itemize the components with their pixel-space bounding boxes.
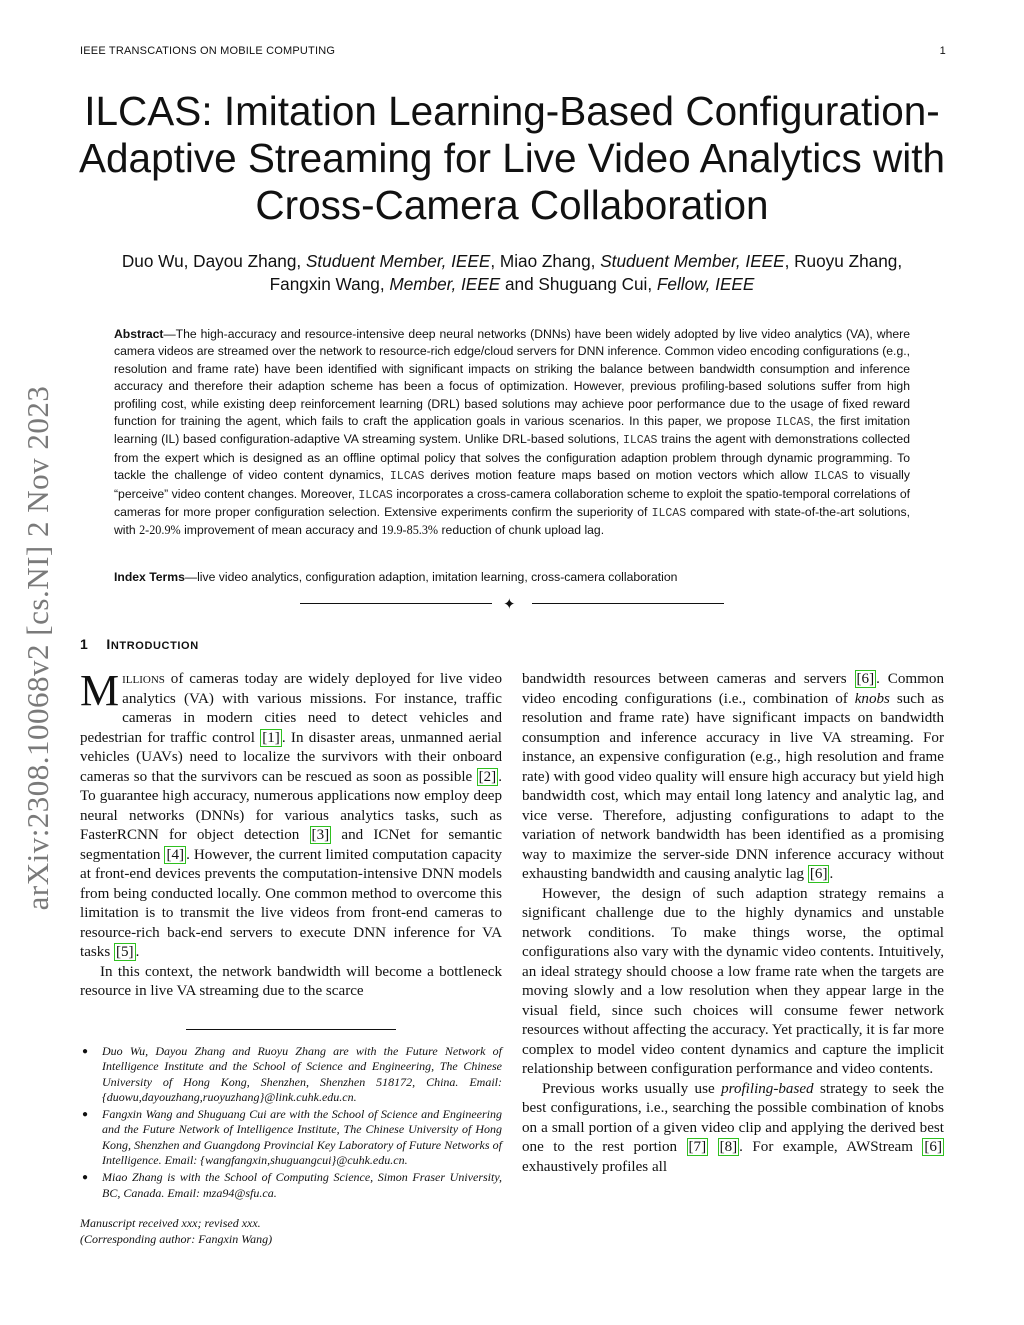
abstract-text: compared with state-of-the-art solutions, with <box>114 505 911 538</box>
corresponding-author: (Corresponding author: Fangxin Wang) <box>80 1231 273 1246</box>
author-line-2 <box>70 273 954 296</box>
author-names: , Ruoyu Zhang, <box>784 251 903 271</box>
manuscript-note <box>80 1216 502 1247</box>
lag-range: 19.9-85.3% <box>381 523 439 538</box>
citation-link[interactable]: [7] <box>688 1139 707 1155</box>
footnote-rule <box>186 1029 396 1030</box>
body-text: . <box>829 866 834 882</box>
abstract-text: derives motion feature maps based on motion vectors which allow <box>424 468 814 483</box>
author-names: and Shuguang Cui, <box>500 274 657 294</box>
body-text: of cameras today are widely deployed for live video analytics (VA) with various missions. For instance, traffic cameras in modern cities need to detect vehicles and pedestrian for traffic control <box>80 671 502 746</box>
running-header <box>80 45 946 57</box>
body-text: strategy to seek the best configurations, i.e., searching the possible combination of knobs on a small portion of a given video clip and applying the derived best one to the rest portion <box>522 1080 944 1155</box>
author-line-1 <box>70 250 954 273</box>
section-title-initial: I <box>106 636 111 652</box>
author-names: , Miao Zhang, <box>490 251 601 271</box>
body-text: . To guarantee high accuracy, numerous applications now employ deep neural networks (DNNs) for various analytics tasks, such as FasterRCNN for object detection <box>80 768 502 843</box>
intro-paragraph-1 <box>80 666 502 963</box>
abstract-text: improvement of mean accuracy and <box>180 523 382 538</box>
footnote-text: Miao Zhang is with the School of Computing Science, Simon Fraser University, BC, Canada. Email: mza94@sfu.ca. <box>102 1170 502 1200</box>
author-role: Fellow, IEEE <box>656 274 755 294</box>
divider-line-right <box>532 603 724 604</box>
abstract-text: reduction of chunk upload lag. <box>438 523 605 538</box>
divider-line-left <box>300 603 492 604</box>
footnote-item <box>80 1170 502 1201</box>
body-text: and ICNet for semantic segmentation <box>80 827 502 863</box>
abstract-text: to visually “perceive” video content changes. Moreover, <box>114 468 910 501</box>
drop-cap: M <box>80 666 120 715</box>
body-column-left <box>80 666 502 1002</box>
intro-paragraph-2: In this context, the network bandwidth will become a bottleneck resource in live VA streaming due to the scarce <box>80 963 502 999</box>
citation-link[interactable]: [1] <box>262 729 280 746</box>
footnote-item <box>80 1107 502 1168</box>
affiliation-footnotes <box>80 1044 502 1203</box>
citation-link[interactable]: [6] <box>809 866 828 882</box>
body-text: exhaustively profiles all <box>522 1158 668 1175</box>
body-text <box>708 1139 717 1155</box>
footnote-item <box>80 1044 502 1105</box>
body-text: Previous works usually use <box>542 1080 722 1097</box>
author-names: Fangxin Wang, <box>269 274 390 294</box>
author-names: Duo Wu, Dayou Zhang, <box>121 251 306 271</box>
citation-link[interactable]: [8] <box>719 1139 738 1155</box>
system-name: ILCAS <box>651 507 687 521</box>
system-name: ILCAS <box>813 470 849 484</box>
emphasis-term: profiling-based <box>721 1080 814 1097</box>
manuscript-received: Manuscript received xxx; revised xxx. <box>80 1216 261 1230</box>
index-terms-text: —live video analytics, configuration adaption, imitation learning, cross-camera collaboration <box>184 570 678 584</box>
intro-paragraph-3 <box>522 670 944 885</box>
abstract-text: trains the agent with demonstrations collected from the expert which is designed as an offline optimal policy that solves the configuration adaption problem through dynamic programming. To tackle the challenge of video content dynamics, <box>114 432 910 483</box>
author-role: Member, IEEE <box>389 274 501 294</box>
emphasis-term: knobs <box>854 690 890 707</box>
body-column-right <box>522 670 944 1177</box>
system-name: ILCAS <box>775 416 811 430</box>
bullet-icon: ● <box>82 1046 89 1057</box>
author-role: Studuent Member, IEEE <box>600 251 785 271</box>
accuracy-range: 2-20.9% <box>139 523 181 538</box>
journal-name: IEEE TRANSCATIONS ON MOBILE COMPUTING <box>80 45 336 57</box>
index-terms <box>114 569 910 586</box>
intro-paragraph-5 <box>522 1080 944 1178</box>
divider-star-icon: ✦ <box>503 597 516 613</box>
citation-link[interactable]: [5] <box>115 944 134 960</box>
footnote-text: Duo Wu, Dayou Zhang and Ruoyu Zhang are with the Future Network of Intelligence Institute and the School of Science and Engineering, The Chinese University of Hong Kong, Shenzhen, Shenzhen 518172, China. Email: {duowu,dayouzhang,ruoyuzhang}@link.cuhk.edu.cn. <box>102 1044 502 1104</box>
bullet-icon: ● <box>82 1172 89 1184</box>
system-name: ILCAS <box>389 470 425 484</box>
paper-title: ILCAS: Imitation Learning-Based Configuration-Adaptive Streaming for Live Video Analytics with Cross-Camera Collaboration <box>79 88 945 228</box>
arxiv-stamp: arXiv:2308.10068v2 [cs.NI] 2 Nov 2023 <box>20 385 55 911</box>
page-number: 1 <box>939 45 946 57</box>
section-title-rest: NTRODUCTION <box>110 640 199 652</box>
author-list <box>70 250 954 296</box>
abstract-text: —The high-accuracy and resource-intensive deep neural networks (DNNs) have been widely adopted by live video analytics (VA), where camera videos are streamed over the network to resource-rich edge/cloud servers for DNN inference. Common video encoding configurations (e.g., resolution and frame rate) have been identified with significant impacts on striking the balance between bandwidth consumption and inference accuracy and therefore their adaption scheme has been a focus of optimization. However, previous profiling-based solutions suffer from high profiling cost, while existing deep reinforcement learning (DRL) based solutions may achieve poor performance due to the usage of fixed reward function for training the agent, which fails to craft the application goals in various scenarios. In this paper, we propose <box>114 327 910 429</box>
abstract-text: , the first imitation learning (IL) based configuration-adaptive VA streaming system. Unlike DRL-based solutions, <box>114 414 910 447</box>
index-terms-label: Index Terms <box>114 570 185 584</box>
section-divider <box>300 596 724 612</box>
body-text: . In disaster areas, unmanned aerial vehicles (UAVs) need to localize the survivors with their onboard cameras so that the survivors can be rescued as soon as possible <box>80 729 502 785</box>
intro-paragraph-4: However, the design of such adaption strategy remains a significant challenge due to the highly dynamics and unstable network conditions. To make things worse, the optimal configurations also vary with the dynamic video contents. Intuitively, an ideal strategy should choose a low frame rate when the targets are moving slowly and a low resolution when they appear large in the visual field, since such choices will consume fewer network resources without affecting the accuracy. Yet practically, it is far more complex to model video content dynamics and capture the implicit relationship between configuration performance and video contents. <box>522 885 944 1077</box>
body-text: bandwidth resources between cameras and servers <box>522 671 855 687</box>
citation-link[interactable]: [6] <box>924 1139 942 1155</box>
citation-link[interactable]: [3] <box>311 827 330 843</box>
abstract <box>114 326 910 540</box>
footnote-text: Fangxin Wang and Shuguang Cui are with the School of Science and Engineering and the Future Network of Intelligence Institute, The Chinese University of Hong Kong, Shenzhen and Guangdong Provincial Key Laboratory of Future Networks of Intelligence. Email: {wangfangxin,shuguangcui}@cuhk.edu.cn. <box>102 1107 502 1168</box>
citation-link[interactable]: [4] <box>166 846 185 863</box>
body-text: . Common video encoding configurations (i.e., combination of <box>522 671 944 707</box>
author-role: Studuent Member, IEEE <box>305 251 491 271</box>
lead-word: illions <box>122 671 165 687</box>
body-text: . For example, AWStream <box>739 1139 923 1155</box>
system-name: ILCAS <box>622 434 658 448</box>
bullet-icon: ● <box>82 1109 89 1121</box>
system-name: ILCAS <box>358 488 393 502</box>
section-number: 1 <box>80 636 89 652</box>
citation-link[interactable]: [2] <box>478 768 497 785</box>
abstract-label: Abstract <box>114 327 164 341</box>
body-text: such as resolution and frame rate) have significant impacts on bandwidth consumption and inference accuracy in live VA streaming. For instance, an expensive configuration (e.g., high resolution and frame rate) with good video quality will ensure high accuracy but yield high bandwidth cost, which may entail long latency and analytic lag, and vice verse. Therefore, adjusting configurations to adapt to the variation of network bandwidth has been identified as a promising way to maximize the server-side DNN inference accuracy without exhausting bandwidth and causing analytic lag <box>522 690 944 882</box>
body-text: . <box>135 944 140 960</box>
section-heading-introduction <box>80 636 199 652</box>
abstract-text: incorporates a cross-camera collaboration scheme to exploit the spatio-temporal correlations of cameras for more proper configuration selection. Extensive experiments confirm the superiority of <box>114 486 910 520</box>
citation-link[interactable]: [6] <box>856 671 875 687</box>
body-text: . However, the current limited computation capacity at front-end devices prevents the computation-intensive DNN models from being conducted locally. One common method to overcome this limitation is to transmit the live videos from front-end cameras to resource-rich back-end servers to execute DNN inference for VA tasks <box>80 846 502 960</box>
